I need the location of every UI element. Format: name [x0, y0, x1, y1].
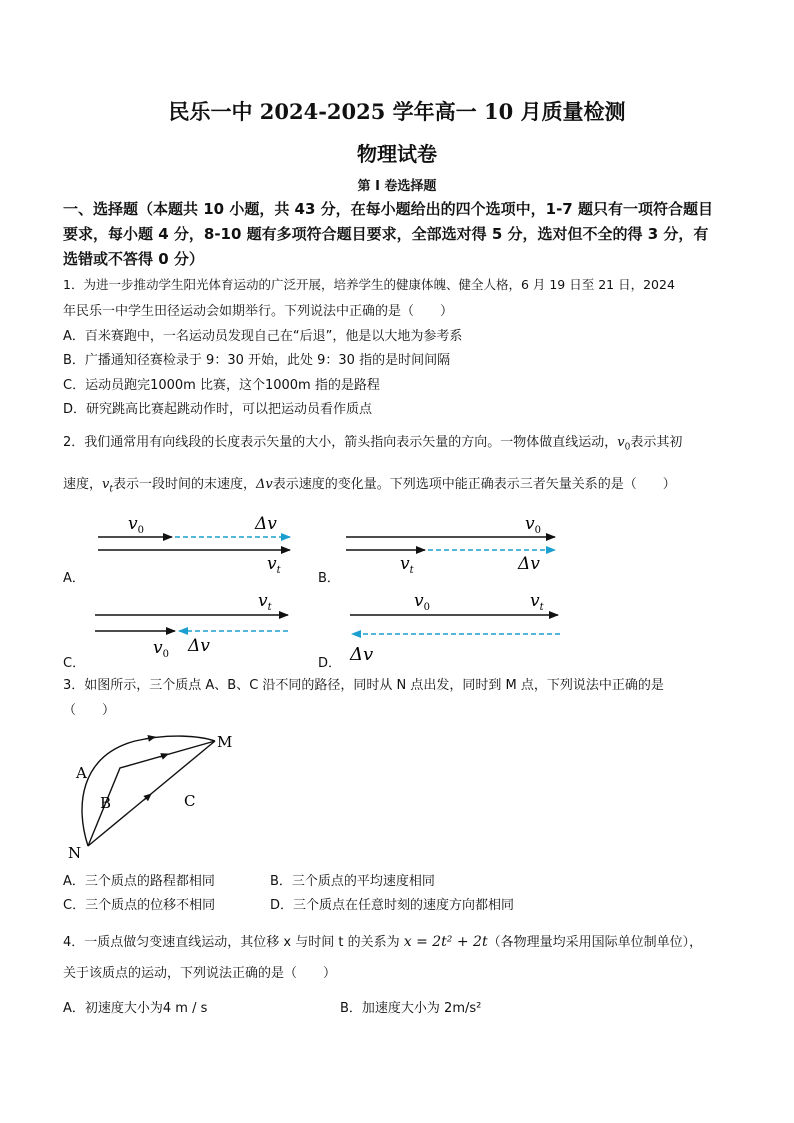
- q4-stem-line2: 关于该质点的运动，下列说法正确的是（ ）: [63, 966, 337, 981]
- v0-label: $v_0$: [414, 591, 430, 613]
- path-c-arrow: [144, 794, 151, 800]
- q3-path-diagram: [60, 726, 260, 866]
- q2-stem-text-a: 2．我们通常用有向线段的长度表示矢量的大小，箭头指向表示矢量的方向。一物体做直线运动，: [63, 435, 618, 450]
- v0-label: $v_0$: [128, 514, 144, 536]
- q2-option-a-label: A．: [63, 571, 85, 586]
- q2-symbol-dv: Δv: [256, 477, 273, 492]
- q2-symbol-vt: $v_t$: [102, 477, 113, 495]
- q4-option-a: A．初速度大小为4 m / s: [63, 1001, 208, 1016]
- section-instructions-line1: 一、选择题（本题共 10 小题，共 43 分，在每小题给出的四个选项中，1-7 题只有一项符合题目: [63, 200, 713, 218]
- vt-label: $v_t$: [400, 554, 414, 576]
- v0-label: $v_0$: [525, 514, 541, 536]
- dv-label: Δv: [518, 554, 540, 574]
- dv-label: Δv: [255, 514, 277, 534]
- q2-diagram-d: [349, 591, 560, 665]
- path-a-arrow: [145, 737, 155, 739]
- q2-stem-line2: 速度，$v_t$表示一段时间的末速度，Δv表示速度的变化量。下列选项中能正确表示三者矢量关系的是（ ）: [63, 477, 676, 495]
- q3-option-b: B．三个质点的平均速度相同: [270, 874, 435, 889]
- q1-option-a: A．百米赛跑中，一名运动员发现自己在“后退”，他是以大地为参考系: [63, 329, 463, 344]
- section-instructions-line3: 选错或不答得 0 分）: [63, 250, 204, 268]
- vt-label: $v_t$: [530, 591, 544, 613]
- q4-stem-line1: 4．一质点做匀变速直线运动，其位移 x 与时间 t 的关系为 x = 2t² + 2t（各物理量均采用国际单位制单位），: [63, 934, 703, 950]
- volume-title: 第 I 卷选择题: [357, 179, 437, 194]
- q3-option-c: C．三个质点的位移不相同: [63, 898, 216, 913]
- q2-symbol-v0: $v_0$: [617, 435, 631, 453]
- q2-option-b-label: B．: [318, 571, 340, 586]
- q2-option-d-label: D．: [318, 656, 342, 671]
- vt-label: $v_t$: [258, 591, 272, 613]
- section-instructions-line2: 要求，每小题 4 分，8-10 题有多项符合题目要求，全部选对得 5 分，选对但不全的得 3 分，有: [63, 225, 709, 243]
- q2-diagram-a: [98, 514, 290, 576]
- q2-diagram-c: [95, 591, 288, 660]
- dv-label: Δv: [350, 644, 374, 665]
- q1-option-b: B．广播通知径赛检录于 9：30 开始，此处 9：30 指的是时间间隔: [63, 353, 451, 368]
- label-a: A: [76, 764, 87, 782]
- q3-stem-line2: （ ）: [63, 703, 116, 718]
- vt-label: $v_t$: [267, 554, 281, 576]
- q1-option-c: C．运动员跑完1000m 比赛，这个1000m 指的是路程: [63, 378, 380, 393]
- q1-option-d: D．研究跳高比赛起跳动作时，可以把运动员看作质点: [63, 402, 373, 417]
- q2-option-c-label: C．: [63, 656, 86, 671]
- q1-stem-line2: 年民乐一中学生田径运动会如期举行。下列说法中正确的是（ ）: [63, 304, 454, 319]
- exam-title: 民乐一中 2024-2025 学年高一 10 月质量检测: [168, 99, 626, 124]
- label-c: C: [184, 792, 196, 810]
- dv-label: Δv: [188, 636, 210, 656]
- q2-stem-text-b: 表示其初: [630, 435, 683, 450]
- q2-diagram-b: [346, 514, 555, 576]
- q4-option-b: B．加速度大小为 2m/s²: [340, 1001, 482, 1016]
- label-n: N: [68, 844, 82, 862]
- q3-stem-line1: 3．如图所示，三个质点 A、B、C 沿不同的路径，同时从 N 点出发，同时到 M 点，下列说法中正确的是: [63, 678, 664, 693]
- v0-label: $v_0$: [153, 638, 169, 660]
- q3-option-a: A．三个质点的路程都相同: [63, 874, 215, 889]
- subject-title: 物理试卷: [357, 142, 437, 166]
- label-b: B: [100, 794, 112, 812]
- label-m: M: [217, 733, 233, 751]
- q4-formula: x = 2t² + 2t: [403, 934, 488, 950]
- q3-option-d: D．三个质点在任意时刻的速度方向都相同: [270, 898, 515, 913]
- path-b-arrow: [160, 754, 168, 757]
- q1-stem-line1: 1．为进一步推动学生阳光体育运动的广泛开展，培养学生的健康体魄、健全人格，6 月 19 日至 21 日，2024: [63, 277, 675, 292]
